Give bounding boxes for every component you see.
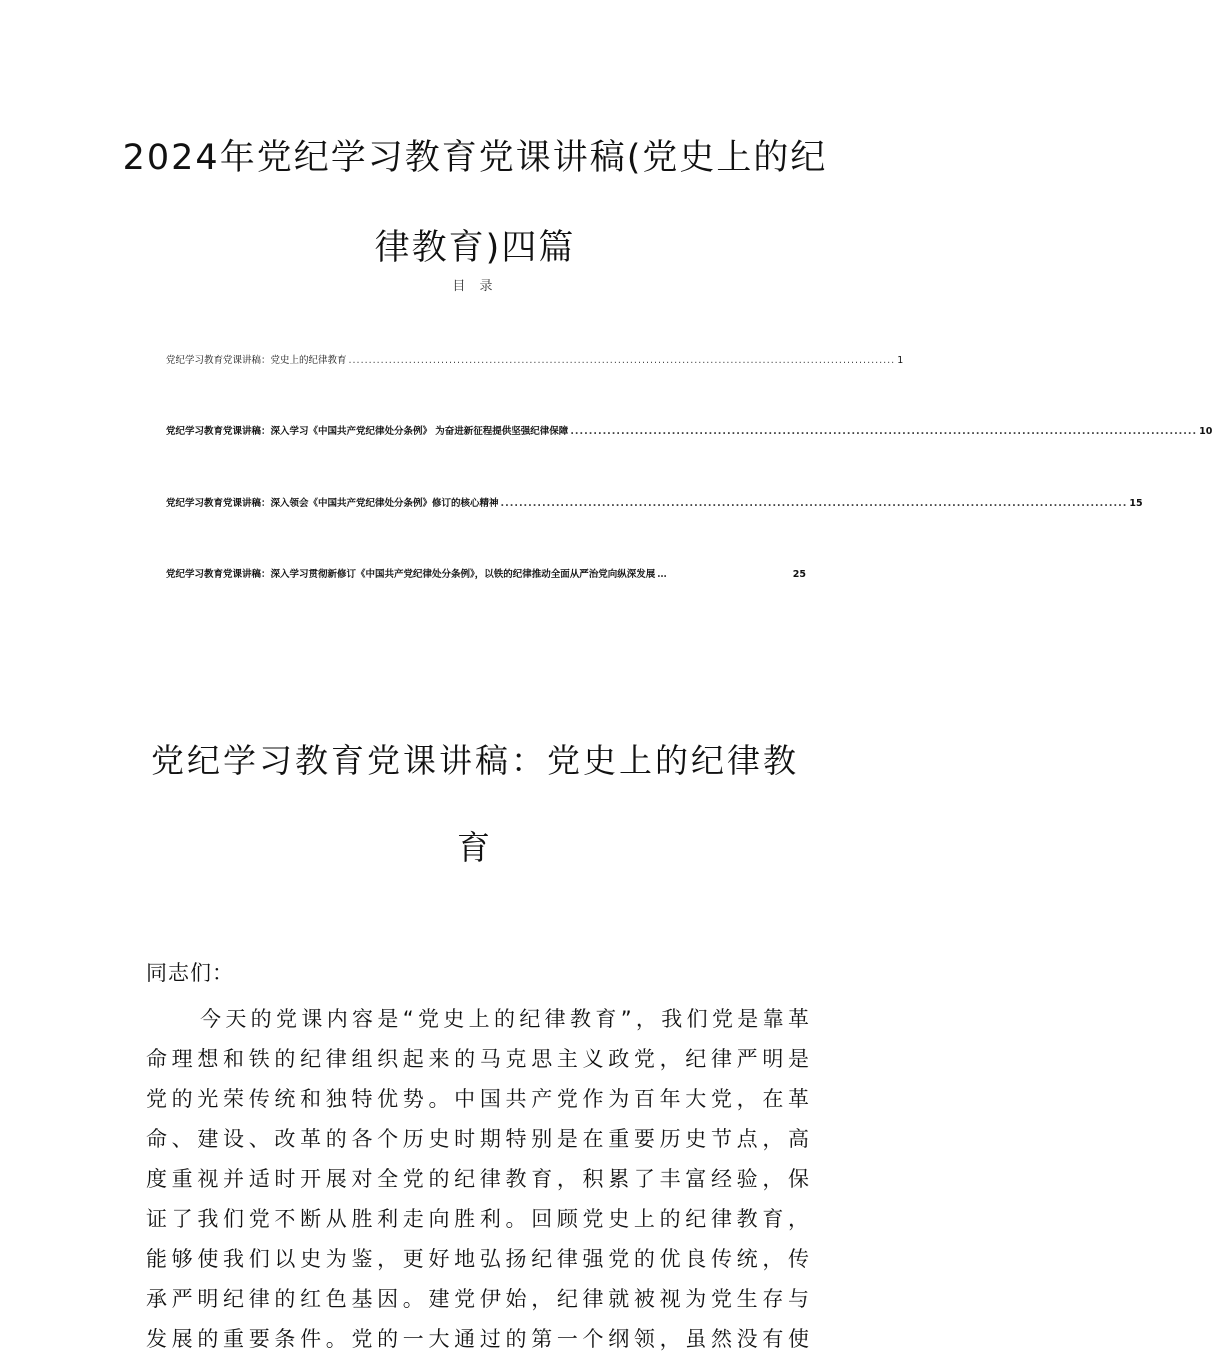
toc-leader-dots: … — [657, 569, 668, 580]
toc-entry[interactable] — [166, 423, 1212, 437]
body-line: 度重视并适时开展对全党的纪律教育，积累了丰富经验，保 — [146, 1167, 810, 1191]
section-title-line-2: 育 — [457, 828, 493, 867]
body-line: 党的光荣传统和独特优势。中国共产党作为百年大党，在革 — [146, 1087, 810, 1111]
toc-entry[interactable] — [166, 495, 1143, 509]
body-line: 能够使我们以史为鉴，更好地弘扬纪律强党的优良传统，传 — [146, 1247, 810, 1271]
document-title-line-2: 律教育)四篇 — [374, 228, 576, 268]
body-line: 今天的党课内容是“党史上的纪律教育”，我们党是靠革 — [200, 1007, 810, 1031]
toc-leader-dots: ........................................................................................................................................ — [348, 355, 896, 366]
toc-entry[interactable] — [166, 566, 806, 580]
toc-page-number: 1 — [897, 355, 904, 366]
toc-entry-text: 党纪学习教育党课讲稿：深入学习贯彻新修订《中国共产党纪律处分条例》，以铁的纪律推动全面从严治党向纵深发展 — [166, 569, 656, 580]
toc-page-number: 25 — [792, 569, 806, 580]
toc-heading: 目 录 — [452, 279, 498, 294]
body-line: 命理想和铁的纪律组织起来的马克思主义政党，纪律严明是 — [146, 1047, 810, 1071]
toc-entry-text: 党纪学习教育党课讲稿：深入学习《中国共产党纪律处分条例》 为奋进新征程提供坚强纪律保障 — [166, 426, 569, 437]
toc-leader-dots: ........................................................................................................................................ — [570, 426, 1198, 437]
body-line: 证了我们党不断从胜利走向胜利。回顾党史上的纪律教育， — [146, 1207, 810, 1231]
toc-entry[interactable] — [166, 352, 904, 366]
toc-entry-text: 党纪学习教育党课讲稿：深入领会《中国共产党纪律处分条例》修订的核心精神 — [166, 498, 499, 509]
body-line: 发展的重要条件。党的一大通过的第一个纲领，虽然没有使 — [146, 1327, 810, 1351]
document-title-line-1: 2024年党纪学习教育党课讲稿(党史上的纪 — [122, 138, 828, 178]
body-line: 命、建设、改革的各个历史时期特别是在重要历史节点，高 — [146, 1127, 810, 1151]
salutation: 同志们： — [146, 961, 234, 985]
toc-page-number: 15 — [1129, 498, 1143, 509]
toc-entry-text: 党纪学习教育党课讲稿：党史上的纪律教育 — [166, 355, 347, 366]
body-line: 承严明纪律的红色基因。建党伊始，纪律就被视为党生存与 — [146, 1287, 810, 1311]
toc-page-number: 10 — [1199, 426, 1212, 437]
section-title-line-1: 党纪学习教育党课讲稿：党史上的纪律教 — [151, 741, 799, 780]
toc-leader-dots: ........................................................................................................................................ — [500, 498, 1128, 509]
